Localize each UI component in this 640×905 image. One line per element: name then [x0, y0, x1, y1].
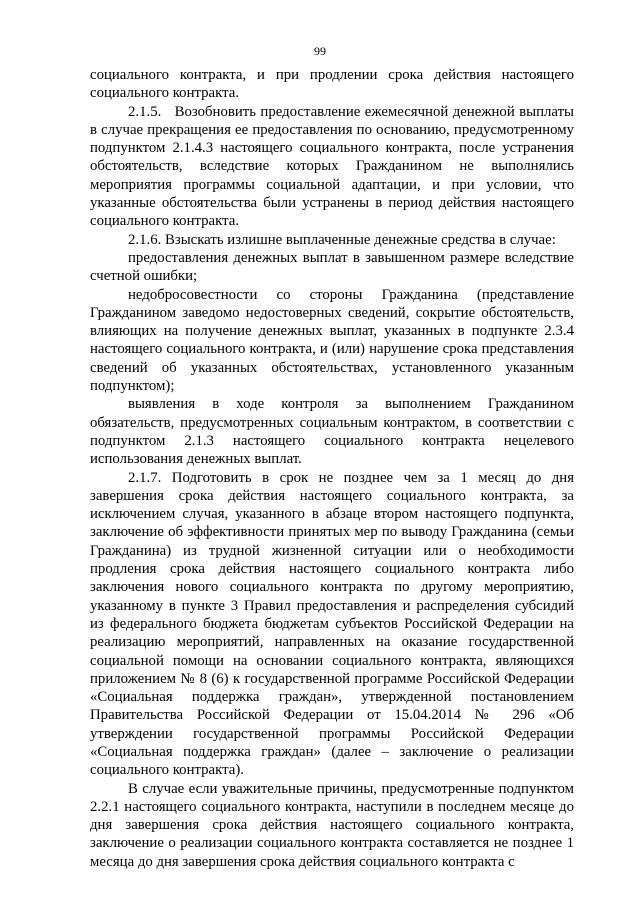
- document-body: [90, 66, 574, 871]
- paragraph-2-1-7-exception: В случае если уважительные причины, предусмотренные подпунктом 2.2.1 настоящего социального контракта, наступили в последнем месяце до дня завершения срока действия настоящего социального контракта, заключение о реализации социального контракта составляется не позднее 1 месяца до дня завершения срока действия социального контракта с: [90, 780, 574, 870]
- paragraph-2-1-6-case-calculation-error: предоставления денежных выплат в завышенном размере вследствие счетной ошибки;: [90, 249, 574, 285]
- paragraph-contract-continuation: социального контракта, и при продлении срока действия настоящего социального контракта.: [90, 67, 574, 102]
- paragraph-2-1-7: 2.1.7. Подготовить в срок не позднее чем за 1 месяц до дня завершения срока действия настоящего социального контракта, за исключением случая, указанного в абзаце втором настоящего подпункта, заключение об эффективности принятых мер по выводу Гражданина (семьи Гражданина) из трудной жизненной ситуации или о необходимости продления срока действия настоящего социального контракта либо заключения нового социального контракта по другому мероприятию, указанному в пункте 3 Правил предоставления и распределения субсидий из федерального бюджета бюджетам субъектов Российской Федерации на реализацию мероприятий, направленных на оказание государственной социальной помощи на основании социального контракта, являющихся приложением № 8 (6) к государственной программе Российской Федерации «Социальная поддержка граждан», утвержденной постановлением Правительства Российской Федерации от 15.04.2014 № 296 «Об утверждении государственной программы Российской Федерации «Социальная поддержка граждан» (далее – заключение о реализации социального контракта).: [90, 469, 574, 779]
- page-number: 99: [314, 44, 326, 58]
- paragraph-2-1-6: 2.1.6. Взыскать излишне выплаченные денежные средства в случае:: [128, 231, 556, 248]
- paragraph-2-1-5: 2.1.5. Возобновить предоставление ежемесячной денежной выплаты в случае прекращения ее предоставления по основанию, предусмотренному подпунктом 2.1.4.3 настоящего социального контракта, после устранения обстоятельств, вследствие которых Гражданином не выполнялись мероприятия программы социальной адаптации, и при условии, что указанные обстоятельства были устранены в период действия настоящего социального контракта.: [90, 103, 574, 230]
- paragraph-2-1-6-case-bad-faith: недобросовестности со стороны Гражданина (представление Гражданином заведомо недостоверных сведений, сокрытие обстоятельств, влияющих на получение денежных выплат, указанных в подпункте 2.3.4 настоящего социального контракта, и (или) нарушение срока представления сведений об указанных обстоятельствах, установленного указанным подпунктом);: [90, 286, 574, 395]
- paragraph-2-1-6-case-misuse: выявления в ходе контроля за выполнением Гражданином обязательств, предусмотренных социальным контрактом, в соответствии с подпунктом 2.1.3 настоящего социального контракта нецелевого использования денежных выплат.: [90, 396, 574, 468]
